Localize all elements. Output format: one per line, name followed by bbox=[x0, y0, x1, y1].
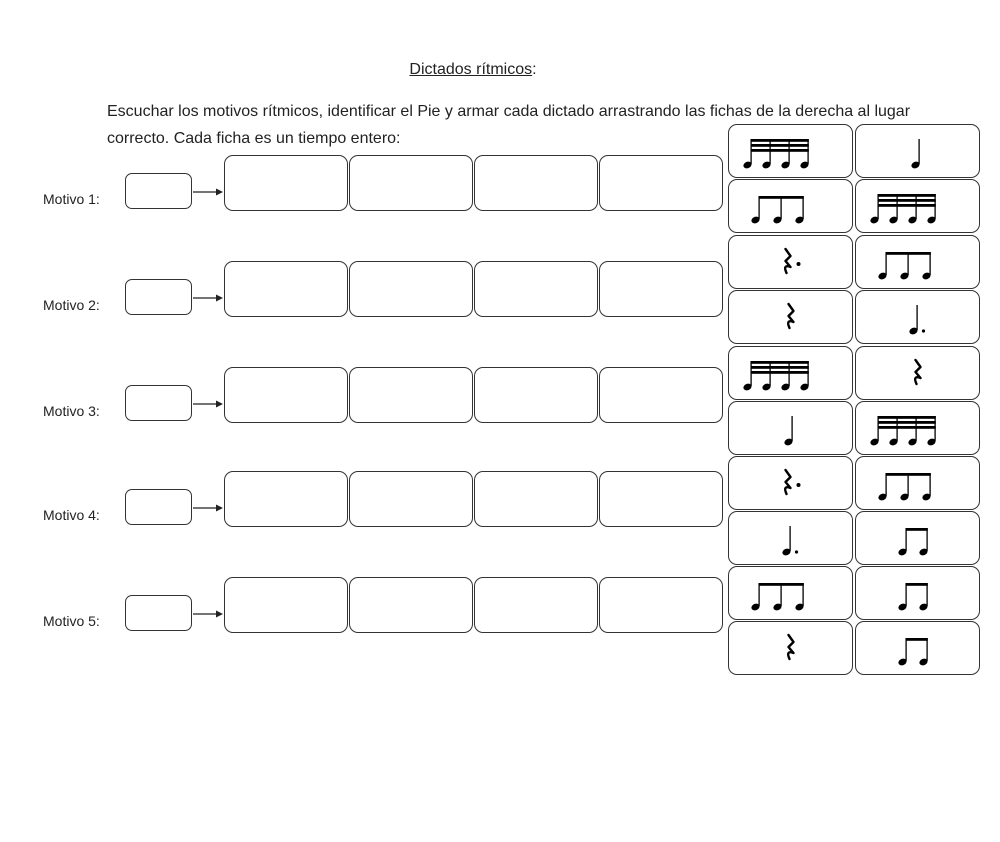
beat-drop-slot[interactable] bbox=[599, 577, 723, 633]
rhythm-tile-eighth-note-triplet[interactable] bbox=[855, 235, 980, 289]
rhythm-tile-two-eighth-notes[interactable] bbox=[855, 566, 980, 620]
beat-drop-slot[interactable] bbox=[224, 577, 348, 633]
beat-drop-slot[interactable] bbox=[349, 261, 473, 317]
four-sixteenth-notes-icon bbox=[729, 347, 852, 399]
rhythm-tile-dotted-quarter-note[interactable] bbox=[855, 290, 980, 344]
pie-drop-box[interactable] bbox=[125, 279, 192, 315]
eighth-note-triplet-icon bbox=[856, 457, 979, 509]
pie-drop-box[interactable] bbox=[125, 173, 192, 209]
rhythm-tile-quarter-rest[interactable] bbox=[728, 621, 853, 675]
motivo-label: Motivo 2: bbox=[43, 297, 100, 313]
arrow-right-icon bbox=[193, 609, 223, 619]
beat-drop-slot[interactable] bbox=[474, 367, 598, 423]
dotted-quarter-rest-icon bbox=[729, 236, 852, 288]
quarter-rest-icon bbox=[729, 622, 852, 674]
beat-drop-slot[interactable] bbox=[349, 577, 473, 633]
beat-drop-slot[interactable] bbox=[349, 471, 473, 527]
rhythm-tile-four-sixteenth-notes[interactable] bbox=[728, 124, 853, 178]
arrow-right-icon bbox=[193, 187, 223, 197]
title-colon: : bbox=[532, 61, 537, 78]
beat-drop-slot[interactable] bbox=[349, 367, 473, 423]
dotted-quarter-rest-icon bbox=[729, 457, 852, 509]
beat-drop-slot[interactable] bbox=[474, 471, 598, 527]
rhythm-tile-eighth-note-triplet[interactable] bbox=[728, 566, 853, 620]
beat-drop-slot[interactable] bbox=[599, 367, 723, 423]
beat-drop-slot[interactable] bbox=[599, 155, 723, 211]
rhythm-tile-four-sixteenth-notes[interactable] bbox=[855, 401, 980, 455]
beat-drop-slot[interactable] bbox=[474, 577, 598, 633]
arrow-right-icon bbox=[193, 399, 223, 409]
quarter-rest-icon bbox=[856, 347, 979, 399]
worksheet-title bbox=[0, 61, 946, 79]
beat-drop-slot[interactable] bbox=[349, 155, 473, 211]
two-eighth-notes-icon bbox=[856, 512, 979, 564]
eighth-note-triplet-icon bbox=[729, 567, 852, 619]
arrow-right-icon bbox=[193, 293, 223, 303]
pie-drop-box[interactable] bbox=[125, 595, 192, 631]
beat-drop-slot[interactable] bbox=[474, 155, 598, 211]
pie-drop-box[interactable] bbox=[125, 385, 192, 421]
rhythm-tile-quarter-rest[interactable] bbox=[728, 290, 853, 344]
quarter-note-icon bbox=[856, 125, 979, 177]
rhythm-tile-four-sixteenth-notes[interactable] bbox=[855, 179, 980, 233]
motivo-label: Motivo 5: bbox=[43, 613, 100, 629]
instructions: Escuchar los motivos rítmicos, identificar el Pie y armar cada dictado arrastrando las fichas de la derecha al lugar correcto. Cada ficha es un tiempo entero: bbox=[107, 103, 911, 147]
quarter-rest-icon bbox=[729, 291, 852, 343]
quarter-note-icon bbox=[729, 402, 852, 454]
pie-drop-box[interactable] bbox=[125, 489, 192, 525]
eighth-note-triplet-icon bbox=[729, 180, 852, 232]
rhythm-tile-dotted-quarter-rest[interactable] bbox=[728, 456, 853, 510]
arrow-right-icon bbox=[193, 503, 223, 513]
beat-drop-slot[interactable] bbox=[224, 471, 348, 527]
rhythm-tile-dotted-quarter-rest[interactable] bbox=[728, 235, 853, 289]
beat-drop-slot[interactable] bbox=[599, 261, 723, 317]
rhythm-tile-eighth-note-triplet[interactable] bbox=[728, 179, 853, 233]
title-text: Dictados rítmicos bbox=[409, 61, 533, 78]
rhythm-tile-two-eighth-notes[interactable] bbox=[855, 511, 980, 565]
rhythm-tile-quarter-note[interactable] bbox=[728, 401, 853, 455]
two-eighth-notes-icon bbox=[856, 567, 979, 619]
rhythm-tile-two-eighth-notes[interactable] bbox=[855, 621, 980, 675]
rhythm-tile-quarter-rest[interactable] bbox=[855, 346, 980, 400]
four-sixteenth-notes-icon bbox=[856, 180, 979, 232]
eighth-note-triplet-icon bbox=[856, 236, 979, 288]
motivo-label: Motivo 3: bbox=[43, 403, 100, 419]
rhythm-tile-eighth-note-triplet[interactable] bbox=[855, 456, 980, 510]
two-eighth-notes-icon bbox=[856, 622, 979, 674]
four-sixteenth-notes-icon bbox=[729, 125, 852, 177]
beat-drop-slot[interactable] bbox=[224, 155, 348, 211]
beat-drop-slot[interactable] bbox=[224, 367, 348, 423]
four-sixteenth-notes-icon bbox=[856, 402, 979, 454]
beat-drop-slot[interactable] bbox=[474, 261, 598, 317]
motivo-label: Motivo 4: bbox=[43, 507, 100, 523]
dotted-quarter-note-icon bbox=[729, 512, 852, 564]
motivo-label: Motivo 1: bbox=[43, 191, 100, 207]
rhythm-tile-dotted-quarter-note[interactable] bbox=[728, 511, 853, 565]
beat-drop-slot[interactable] bbox=[599, 471, 723, 527]
dotted-quarter-note-icon bbox=[856, 291, 979, 343]
beat-drop-slot[interactable] bbox=[224, 261, 348, 317]
rhythm-tile-quarter-note[interactable] bbox=[855, 124, 980, 178]
rhythm-tile-four-sixteenth-notes[interactable] bbox=[728, 346, 853, 400]
